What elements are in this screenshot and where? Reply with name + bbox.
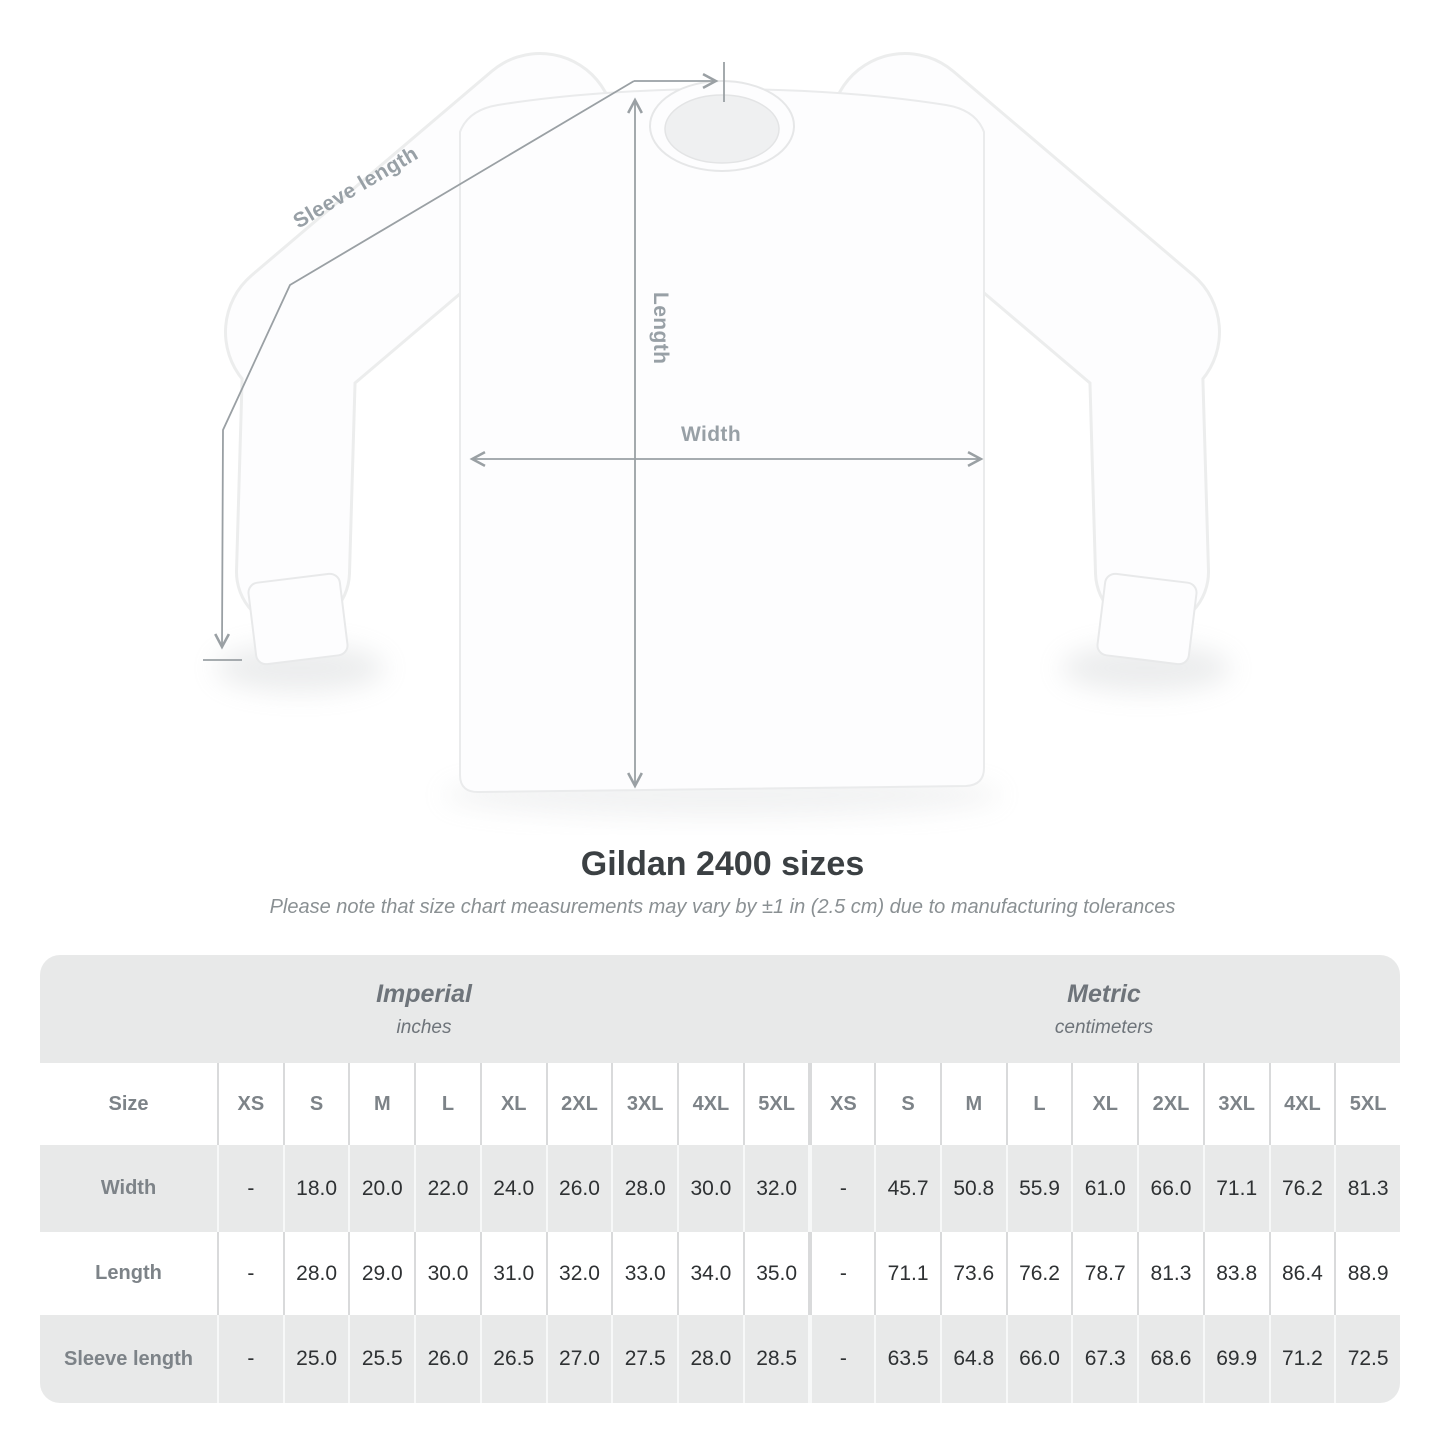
table-value: 73.6 <box>940 1232 1006 1315</box>
sleeve-length-label: Sleeve length <box>289 141 423 234</box>
table-value: 28.0 <box>611 1145 677 1232</box>
table-value: 30.0 <box>414 1232 480 1315</box>
table-value: 66.0 <box>1006 1315 1072 1403</box>
table-row-length <box>40 1232 1400 1315</box>
table-value: 28.0 <box>283 1232 349 1315</box>
size-header-metric-xl: XL <box>1071 1063 1137 1145</box>
table-value: 68.6 <box>1137 1315 1203 1403</box>
sleeve-length-row-label: Sleeve length <box>64 1347 193 1370</box>
table-value: 66.0 <box>1137 1145 1203 1232</box>
metric-unit: centimeters <box>1054 1016 1154 1038</box>
table-value: 64.8 <box>940 1315 1006 1403</box>
table-value: 78.7 <box>1071 1232 1137 1315</box>
size-header-imperial-3xl: 3XL <box>611 1063 677 1145</box>
imperial-unit: inches <box>396 1016 452 1038</box>
size-header-metric-2xl: 2XL <box>1137 1063 1203 1145</box>
size-header-imperial-xs: XS <box>217 1063 283 1145</box>
table-value: 50.8 <box>940 1145 1006 1232</box>
width-row-label: Width <box>100 1177 157 1199</box>
table-value: 27.0 <box>546 1315 612 1403</box>
collar <box>650 81 794 171</box>
table-value: 28.5 <box>743 1315 809 1403</box>
table-value: 72.5 <box>1334 1315 1400 1403</box>
table-value: 27.5 <box>611 1315 677 1403</box>
table-value: - <box>217 1232 283 1315</box>
table-value: - <box>217 1145 283 1232</box>
width-label: Width <box>680 423 742 446</box>
left-cuff <box>247 573 348 666</box>
size-header-metric-xs: XS <box>808 1063 874 1145</box>
table-value: 31.0 <box>480 1232 546 1315</box>
page-title: Gildan 2400 sizes <box>580 845 865 883</box>
table-value: 25.5 <box>348 1315 414 1403</box>
tolerance-note: Please note that size chart measurements may vary by ±1 in (2.5 cm) due to manufacturing tolerances <box>269 896 1176 919</box>
table-row-width <box>40 1145 1400 1232</box>
table-value: 26.0 <box>546 1145 612 1232</box>
unit-section-header <box>40 955 1400 1063</box>
table-value: - <box>808 1232 874 1315</box>
size-header-imperial-5xl: 5XL <box>743 1063 809 1145</box>
metric-title: Metric <box>1067 979 1141 1008</box>
size-header-imperial-l: L <box>414 1063 480 1145</box>
table-value: 18.0 <box>283 1145 349 1232</box>
table-value: 45.7 <box>874 1145 940 1232</box>
table-row-sleeve-length <box>40 1315 1400 1403</box>
table-value: 26.5 <box>480 1315 546 1403</box>
table-value: 63.5 <box>874 1315 940 1403</box>
size-header-metric-4xl: 4XL <box>1269 1063 1335 1145</box>
table-value: 69.9 <box>1203 1315 1269 1403</box>
size-table <box>40 955 1400 1403</box>
table-value: 35.0 <box>743 1232 809 1315</box>
table-value: 26.0 <box>414 1315 480 1403</box>
table-value: 30.0 <box>677 1145 743 1232</box>
table-value: 55.9 <box>1006 1145 1072 1232</box>
table-value: 83.8 <box>1203 1232 1269 1315</box>
right-cuff <box>1096 573 1197 666</box>
table-value: 32.0 <box>743 1145 809 1232</box>
table-value: 61.0 <box>1071 1145 1137 1232</box>
size-header-metric-3xl: 3XL <box>1203 1063 1269 1145</box>
table-value: 71.2 <box>1269 1315 1335 1403</box>
length-row-label: Length <box>95 1262 162 1284</box>
size-header-metric-5xl: 5XL <box>1334 1063 1400 1145</box>
table-value: 76.2 <box>1006 1232 1072 1315</box>
size-header-imperial-4xl: 4XL <box>677 1063 743 1145</box>
table-value: 81.3 <box>1334 1145 1400 1232</box>
table-value: 76.2 <box>1269 1145 1335 1232</box>
table-value: 67.3 <box>1071 1315 1137 1403</box>
table-value: 33.0 <box>611 1232 677 1315</box>
table-value: 86.4 <box>1269 1232 1335 1315</box>
length-label: Length <box>649 292 672 365</box>
table-value: 20.0 <box>348 1145 414 1232</box>
size-header-imperial-2xl: 2XL <box>546 1063 612 1145</box>
size-header-metric-m: M <box>940 1063 1006 1145</box>
heading <box>0 846 1445 919</box>
metric-section-header <box>808 955 1400 1063</box>
table-value: 71.1 <box>1203 1145 1269 1232</box>
size-header-metric-s: S <box>874 1063 940 1145</box>
size-column-label: Size <box>108 1092 149 1115</box>
size-header-imperial-xl: XL <box>480 1063 546 1145</box>
table-value: 81.3 <box>1137 1232 1203 1315</box>
size-header-row <box>40 1063 1400 1145</box>
size-header-imperial-m: M <box>348 1063 414 1145</box>
table-value: 88.9 <box>1334 1232 1400 1315</box>
table-value: - <box>217 1315 283 1403</box>
table-value: - <box>808 1145 874 1232</box>
table-value: 34.0 <box>677 1232 743 1315</box>
table-value: 71.1 <box>874 1232 940 1315</box>
table-value: 28.0 <box>677 1315 743 1403</box>
table-value: 22.0 <box>414 1145 480 1232</box>
table-value: 24.0 <box>480 1145 546 1232</box>
imperial-title: Imperial <box>376 979 472 1008</box>
imperial-section-header <box>40 955 808 1063</box>
table-value: 29.0 <box>348 1232 414 1315</box>
table-value: 25.0 <box>283 1315 349 1403</box>
table-value: 32.0 <box>546 1232 612 1315</box>
size-header-metric-l: L <box>1006 1063 1072 1145</box>
table-value: - <box>808 1315 874 1403</box>
size-header-imperial-s: S <box>283 1063 349 1145</box>
